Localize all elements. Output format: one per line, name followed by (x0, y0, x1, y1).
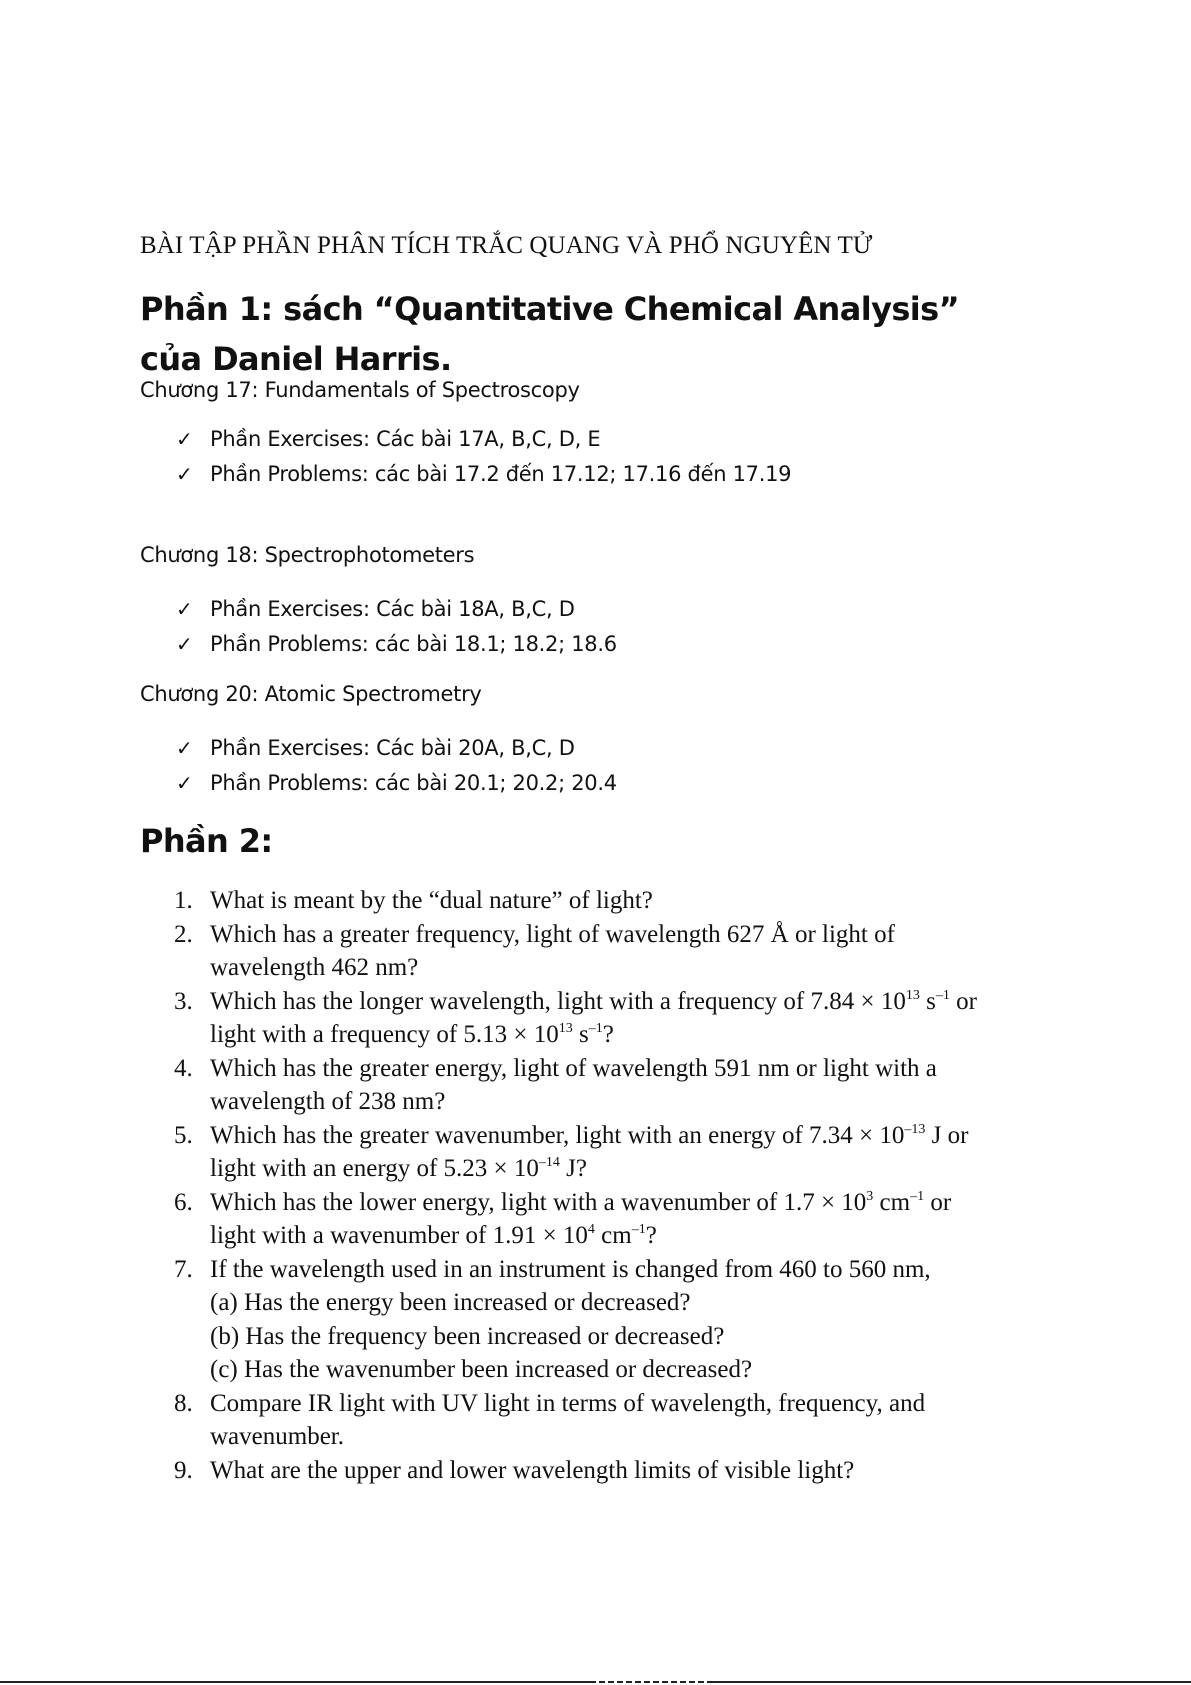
question-line: wavelength of 238 nm? (210, 1088, 446, 1115)
question-line: (c) Has the wavenumber been increased or decreased? (210, 1356, 753, 1383)
list-item-text: Phần Exercises: Các bài 17A, B,C, D, E (210, 427, 601, 451)
question-item (140, 1253, 1070, 1387)
part1-heading: Phần 1: sách “Quantitative Chemical Analysis” của Daniel Harris. (140, 290, 960, 378)
question-line: What is meant by the “dual nature” of light? (210, 887, 653, 914)
checkmark-icon: ✓ (176, 771, 193, 795)
checkmark-icon: ✓ (176, 632, 193, 656)
checkmark-icon: ✓ (176, 597, 193, 621)
chapter-20-title: Chương 20: Atomic Spectrometry (140, 682, 482, 706)
question-item (140, 985, 1070, 1052)
chapter-18-title: Chương 18: Spectrophotometers (140, 543, 475, 567)
list-item (176, 731, 617, 766)
checkmark-icon: ✓ (176, 462, 193, 486)
question-line: Which has the lower energy, light with a wavenumber of $1.7 \times 10^3$ $cm^{-1}$ or (210, 1188, 952, 1216)
part2-heading: Phần 2: (140, 822, 273, 860)
question-line: wavenumber. (210, 1423, 344, 1450)
question-item (140, 918, 1070, 985)
list-item-text: Phần Exercises: Các bài 20A, B,C, D (210, 736, 575, 760)
list-item-text: Phần Problems: các bài 20.1; 20.2; 20.4 (210, 771, 617, 795)
question-line: Compare IR light with UV light in terms of wavelength, frequency, and (210, 1389, 926, 1417)
checkmark-icon: ✓ (176, 427, 193, 451)
question-line: light with a frequency of $5.13 \times 10^{13}$ $s^{-1}$? (210, 1021, 614, 1048)
list-item-text: Phần Problems: các bài 18.1; 18.2; 18.6 (210, 632, 617, 656)
document-title: BÀI TẬP PHẦN PHÂN TÍCH TRẮC QUANG VÀ PHỔ NGUYÊN TỬ (140, 232, 873, 259)
question-item (140, 1186, 1070, 1253)
list-item-text: Phần Exercises: Các bài 18A, B,C, D (210, 597, 575, 621)
list-item (176, 422, 791, 457)
page-bottom-border (0, 1681, 1191, 1683)
question-line: light with a wavenumber of $1.91 \times 10^4$ $cm^{-1}$? (210, 1222, 657, 1249)
chapter-20-list (176, 731, 617, 801)
question-number: 2. (174, 920, 193, 948)
question-line: (a) Has the energy been increased or decreased? (210, 1289, 691, 1316)
list-item (176, 457, 791, 492)
question-line: wavelength 462 nm? (210, 954, 419, 981)
question-item (140, 1387, 1070, 1454)
question-line: Which has the greater energy, light of wavelength 591 nm or light with a (210, 1054, 937, 1082)
question-item (140, 1119, 1070, 1186)
page-break-marker (590, 1681, 710, 1683)
question-number: 8. (174, 1389, 193, 1417)
question-item (140, 884, 1070, 918)
chapter-17-list (176, 422, 791, 492)
question-line: Which has the greater wavenumber, light with an energy of $7.34 \times 10^{-13}$ J or (210, 1121, 969, 1149)
list-item (176, 592, 617, 627)
question-line: What are the upper and lower wavelength limits of visible light? (210, 1456, 855, 1484)
question-list (140, 884, 1070, 1487)
question-number: 6. (174, 1188, 193, 1216)
list-item (176, 766, 617, 801)
question-number: 9. (174, 1456, 193, 1484)
question-number: 4. (174, 1054, 193, 1082)
question-item (140, 1454, 1070, 1488)
question-item (140, 1052, 1070, 1119)
question-line: Which has the longer wavelength, light with a frequency of $7.84 \times 10^{13}$ $s^{-1}$ or (210, 987, 977, 1015)
question-number: 3. (174, 987, 193, 1015)
question-line: light with an energy of $5.23 \times 10^{-14}$ J? (210, 1155, 587, 1182)
question-number: 5. (174, 1121, 193, 1149)
list-item (176, 627, 617, 662)
question-line: (b) Has the frequency been increased or decreased? (210, 1322, 725, 1350)
question-number: 7. (174, 1255, 193, 1283)
question-line: If the wavelength used in an instrument is changed from 460 to 560 nm, (210, 1255, 931, 1283)
chapter-18-list (176, 592, 617, 662)
chapter-17-title: Chương 17: Fundamentals of Spectroscopy (140, 378, 580, 402)
list-item-text: Phần Problems: các bài 17.2 đến 17.12; 17.16 đến 17.19 (210, 462, 792, 486)
question-number: 1. (174, 887, 193, 914)
question-line: Which has a greater frequency, light of wavelength 627 Å or light of (210, 920, 895, 948)
checkmark-icon: ✓ (176, 736, 193, 760)
